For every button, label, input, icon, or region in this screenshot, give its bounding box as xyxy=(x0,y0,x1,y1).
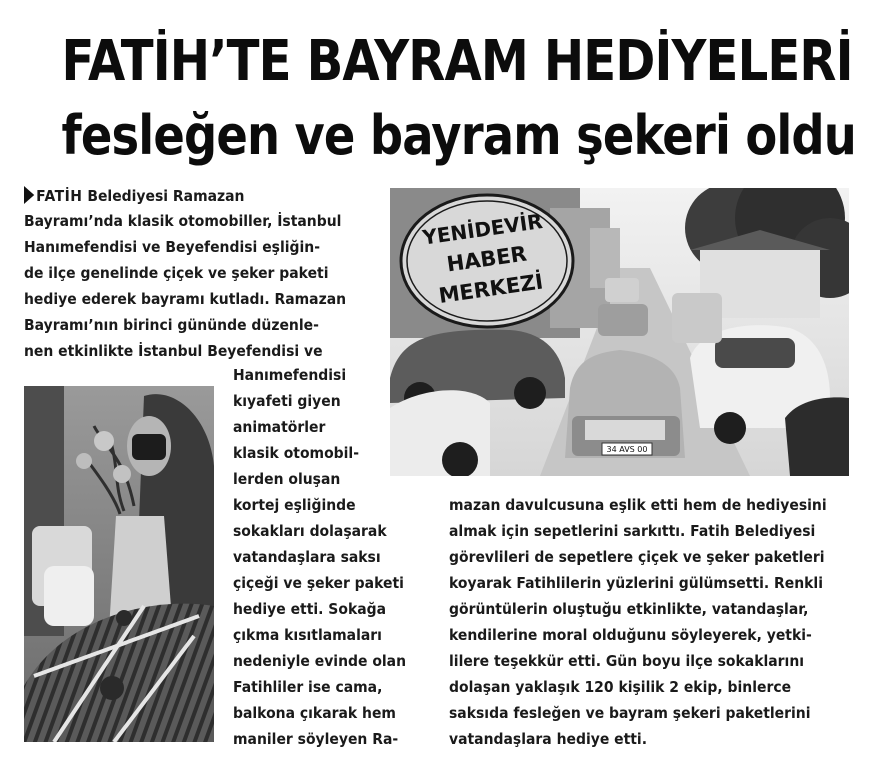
article-line: de ilçe genelinde çiçek ve şeker paketi xyxy=(24,264,329,282)
article-line: mazan davulcusuna eşlik etti hem de hediyesini xyxy=(449,496,827,514)
article-line: kıyafeti giyen xyxy=(233,392,341,410)
article-line: hediye etti. Sokağa xyxy=(233,600,387,618)
article-line: çiçeği ve şeker paketi xyxy=(233,574,404,592)
article-line: kendilerine moral olduğunu söyleyerek, yetki- xyxy=(449,626,812,644)
stamp-line-3: MERKEZİ xyxy=(437,269,545,308)
article-line: nen etkinlikte İstanbul Beyefendisi ve xyxy=(24,342,323,360)
article-line: saksıda fesleğen ve bayram şekeri paketlerini xyxy=(449,704,811,722)
stamp-line-2: HABER xyxy=(445,241,529,277)
article-line: Hanımefendisi ve Beyefendisi eşliğin- xyxy=(24,238,321,256)
article-line: animatörler xyxy=(233,418,326,436)
photo-drummer-flowers xyxy=(24,386,214,742)
article-line: çıkma kısıtlamaları xyxy=(233,626,382,644)
article-line: sokakları dolaşarak xyxy=(233,522,387,540)
article-line: Bayramı’nın birinci gününde düzenle- xyxy=(24,316,319,334)
photo-drummer-flowers-drawing xyxy=(24,386,214,742)
stamp-drawing xyxy=(392,186,582,336)
article-line: hediye ederek bayramı kutladı. Ramazan xyxy=(24,290,347,308)
article-line: almak için sepetlerini sarkıttı. Fatih Belediyesi xyxy=(449,522,816,540)
lead-arrow-icon xyxy=(24,186,34,204)
article-line: nedeniyle evinde olan xyxy=(233,652,407,670)
article-line: maniler söyleyen Ra- xyxy=(233,730,399,748)
headline-line-1: FATİH’TE BAYRAM HEDİYELERİ xyxy=(61,29,853,94)
yenidevir-stamp xyxy=(392,186,582,336)
article-right-column xyxy=(449,496,859,756)
article-line: lilere teşekkür etti. Gün boyu ilçe sokaklarını xyxy=(449,652,805,670)
article-line: Fatihliler ise cama, xyxy=(233,678,383,696)
article-line: vatandaşlara saksı xyxy=(233,548,381,566)
article-line: kortej eşliğinde xyxy=(233,496,356,514)
article-line: koyarak Fatihlilerin yüzlerini gülümsetti. Renkli xyxy=(449,574,823,592)
article-line: lerden oluşan xyxy=(233,470,341,488)
article-line: balkona çıkarak hem xyxy=(233,704,396,722)
stamp-line-1: YENİDEVİR xyxy=(421,209,545,250)
license-plate: 34 AVS 00 xyxy=(606,445,648,454)
article-line: vatandaşlara hediye etti. xyxy=(449,730,648,748)
article-line: Belediyesi Ramazan xyxy=(87,187,245,205)
article-line: görüntülerin oluştuğu etkinlikte, vatandaşlar, xyxy=(449,600,809,618)
article-line: Bayramı’nda klasik otomobiller, İstanbul xyxy=(24,212,342,230)
article-top-column xyxy=(24,186,384,376)
lead-word: FATİH xyxy=(36,187,83,205)
article-line: klasik otomobil- xyxy=(233,444,359,462)
article-line: dolaşan yaklaşık 120 kişilik 2 ekip, binlerce xyxy=(449,678,792,696)
article-line: Hanımefendisi xyxy=(233,366,347,384)
article-line: görevlileri de sepetlere çiçek ve şeker paketleri xyxy=(449,548,825,566)
headline-line-2: fesleğen ve bayram şekeri oldu xyxy=(61,104,857,167)
